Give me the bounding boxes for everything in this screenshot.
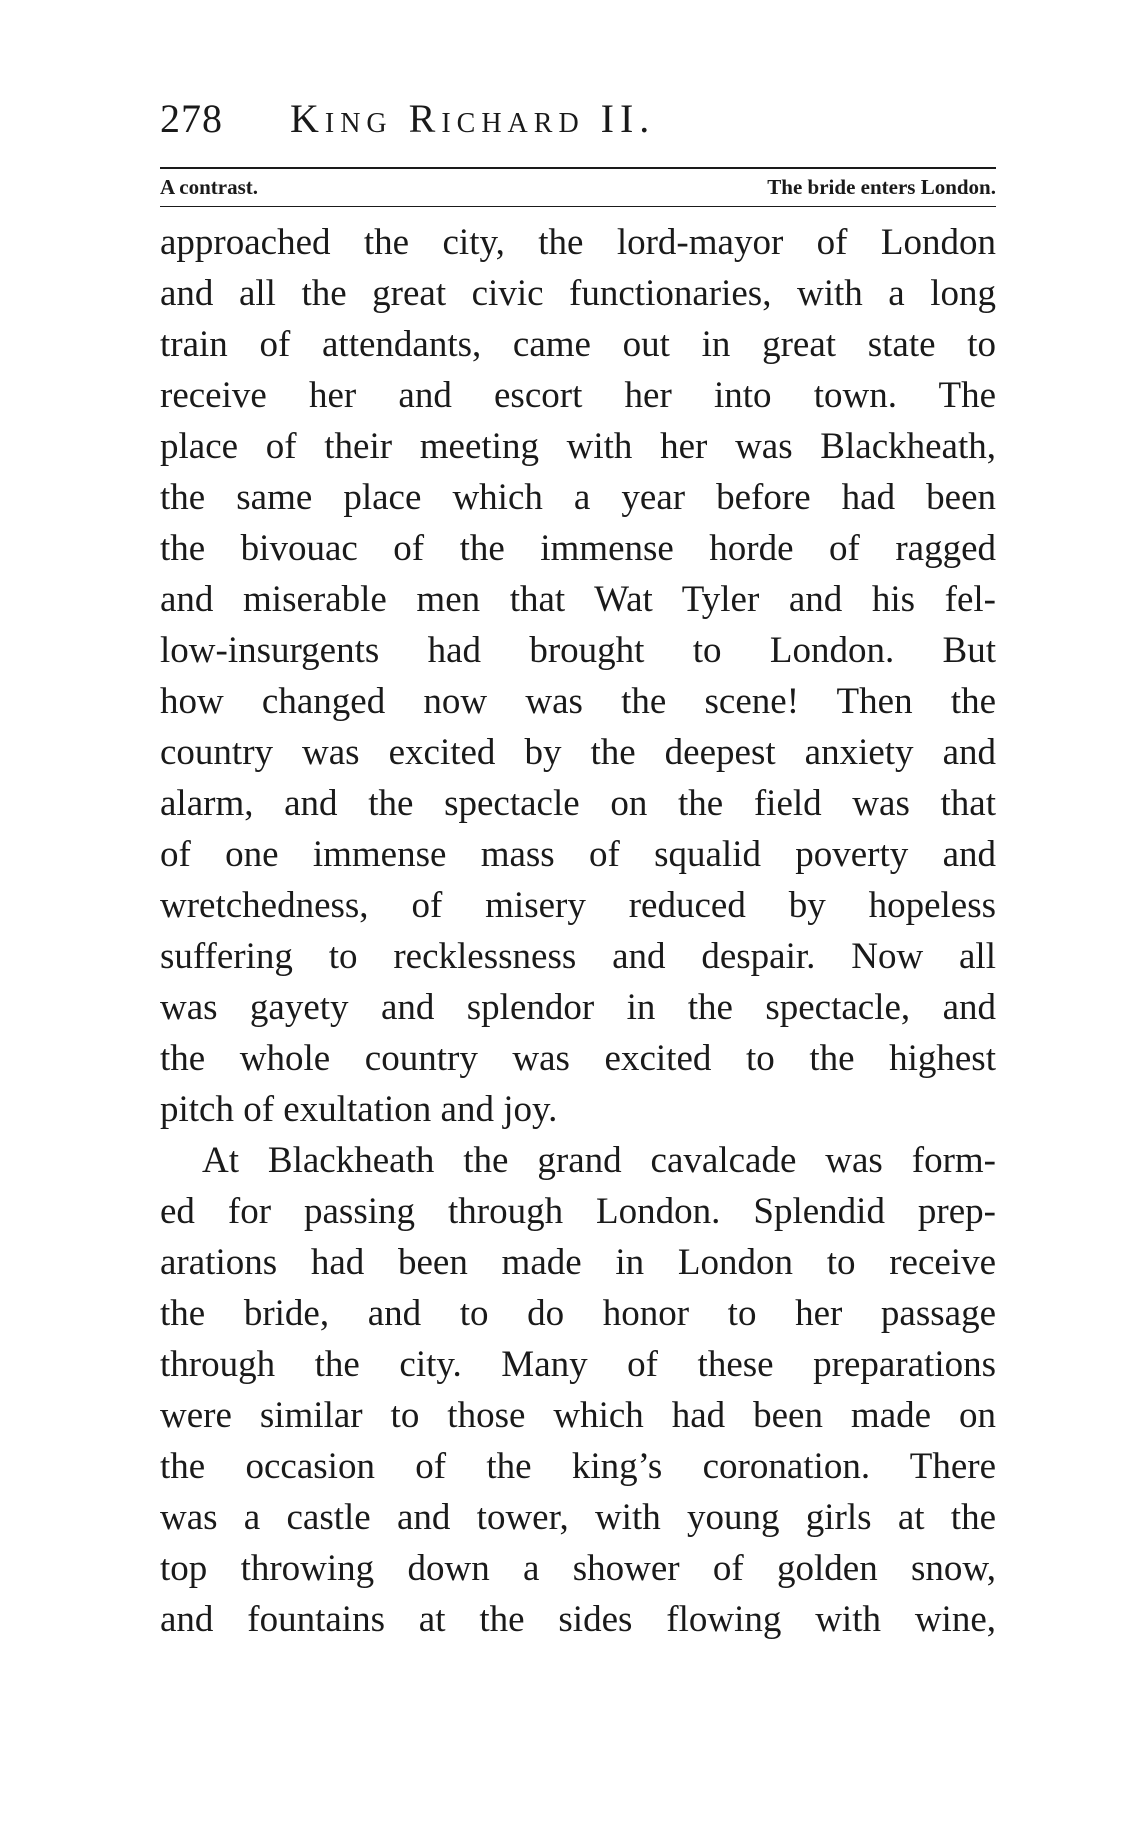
text-line: the bivouac of the immense horde of ragged: [160, 528, 996, 569]
text-line: through the city. Many of these preparations: [160, 1344, 996, 1385]
text-line: wretchedness, of misery reduced by hopeless: [160, 885, 996, 926]
text-line: and miserable men that Wat Tyler and his fel-: [160, 579, 996, 620]
side-notes: [160, 169, 996, 206]
text-line: were similar to those which had been made on: [160, 1395, 996, 1436]
text-line: was gayety and splendor in the spectacle, and: [160, 987, 996, 1028]
text-line: pitch of exultation and joy.: [160, 1089, 558, 1130]
text-line: was a castle and tower, with young girls at the: [160, 1497, 996, 1538]
text-line: alarm, and the spectacle on the field was that: [160, 783, 996, 824]
side-note-left: A contrast.: [160, 175, 258, 199]
text-line: and fountains at the sides flowing with wine,: [160, 1599, 996, 1640]
text-line: the bride, and to do honor to her passage: [160, 1293, 996, 1334]
text-line: how changed now was the scene! Then the: [160, 681, 996, 722]
text-line: arations had been made in London to receive: [160, 1242, 996, 1283]
side-note-right: The bride enters London.: [767, 175, 996, 199]
text-line: the occasion of the king’s coronation. There: [160, 1446, 996, 1487]
text-line: suffering to recklessness and despair. Now all: [160, 936, 996, 977]
text-line: train of attendants, came out in great state to: [160, 324, 996, 365]
body-text: [160, 217, 996, 1645]
text-line: receive her and escort her into town. The: [160, 375, 996, 416]
side-note-rule: [160, 206, 996, 207]
text-line: ed for passing through London. Splendid prep-: [160, 1191, 996, 1232]
running-title: King Richard II.: [290, 96, 656, 141]
page-number: 278: [160, 96, 223, 141]
text-line: of one immense mass of squalid poverty and: [160, 834, 996, 875]
text-line: place of their meeting with her was Blackheath,: [160, 426, 996, 467]
text-line: top throwing down a shower of golden snow,: [160, 1548, 996, 1589]
text-line: low-insurgents had brought to London. But: [160, 630, 996, 671]
page-header: [160, 95, 996, 155]
text-line: and all the great civic functionaries, with a long: [160, 273, 996, 314]
text-line: At Blackheath the grand cavalcade was form-: [202, 1140, 996, 1181]
text-line: the same place which a year before had been: [160, 477, 996, 518]
text-line: the whole country was excited to the highest: [160, 1038, 996, 1079]
book-page: [160, 95, 996, 1645]
text-line: country was excited by the deepest anxiety and: [160, 732, 996, 773]
text-line: approached the city, the lord-mayor of London: [160, 222, 996, 263]
